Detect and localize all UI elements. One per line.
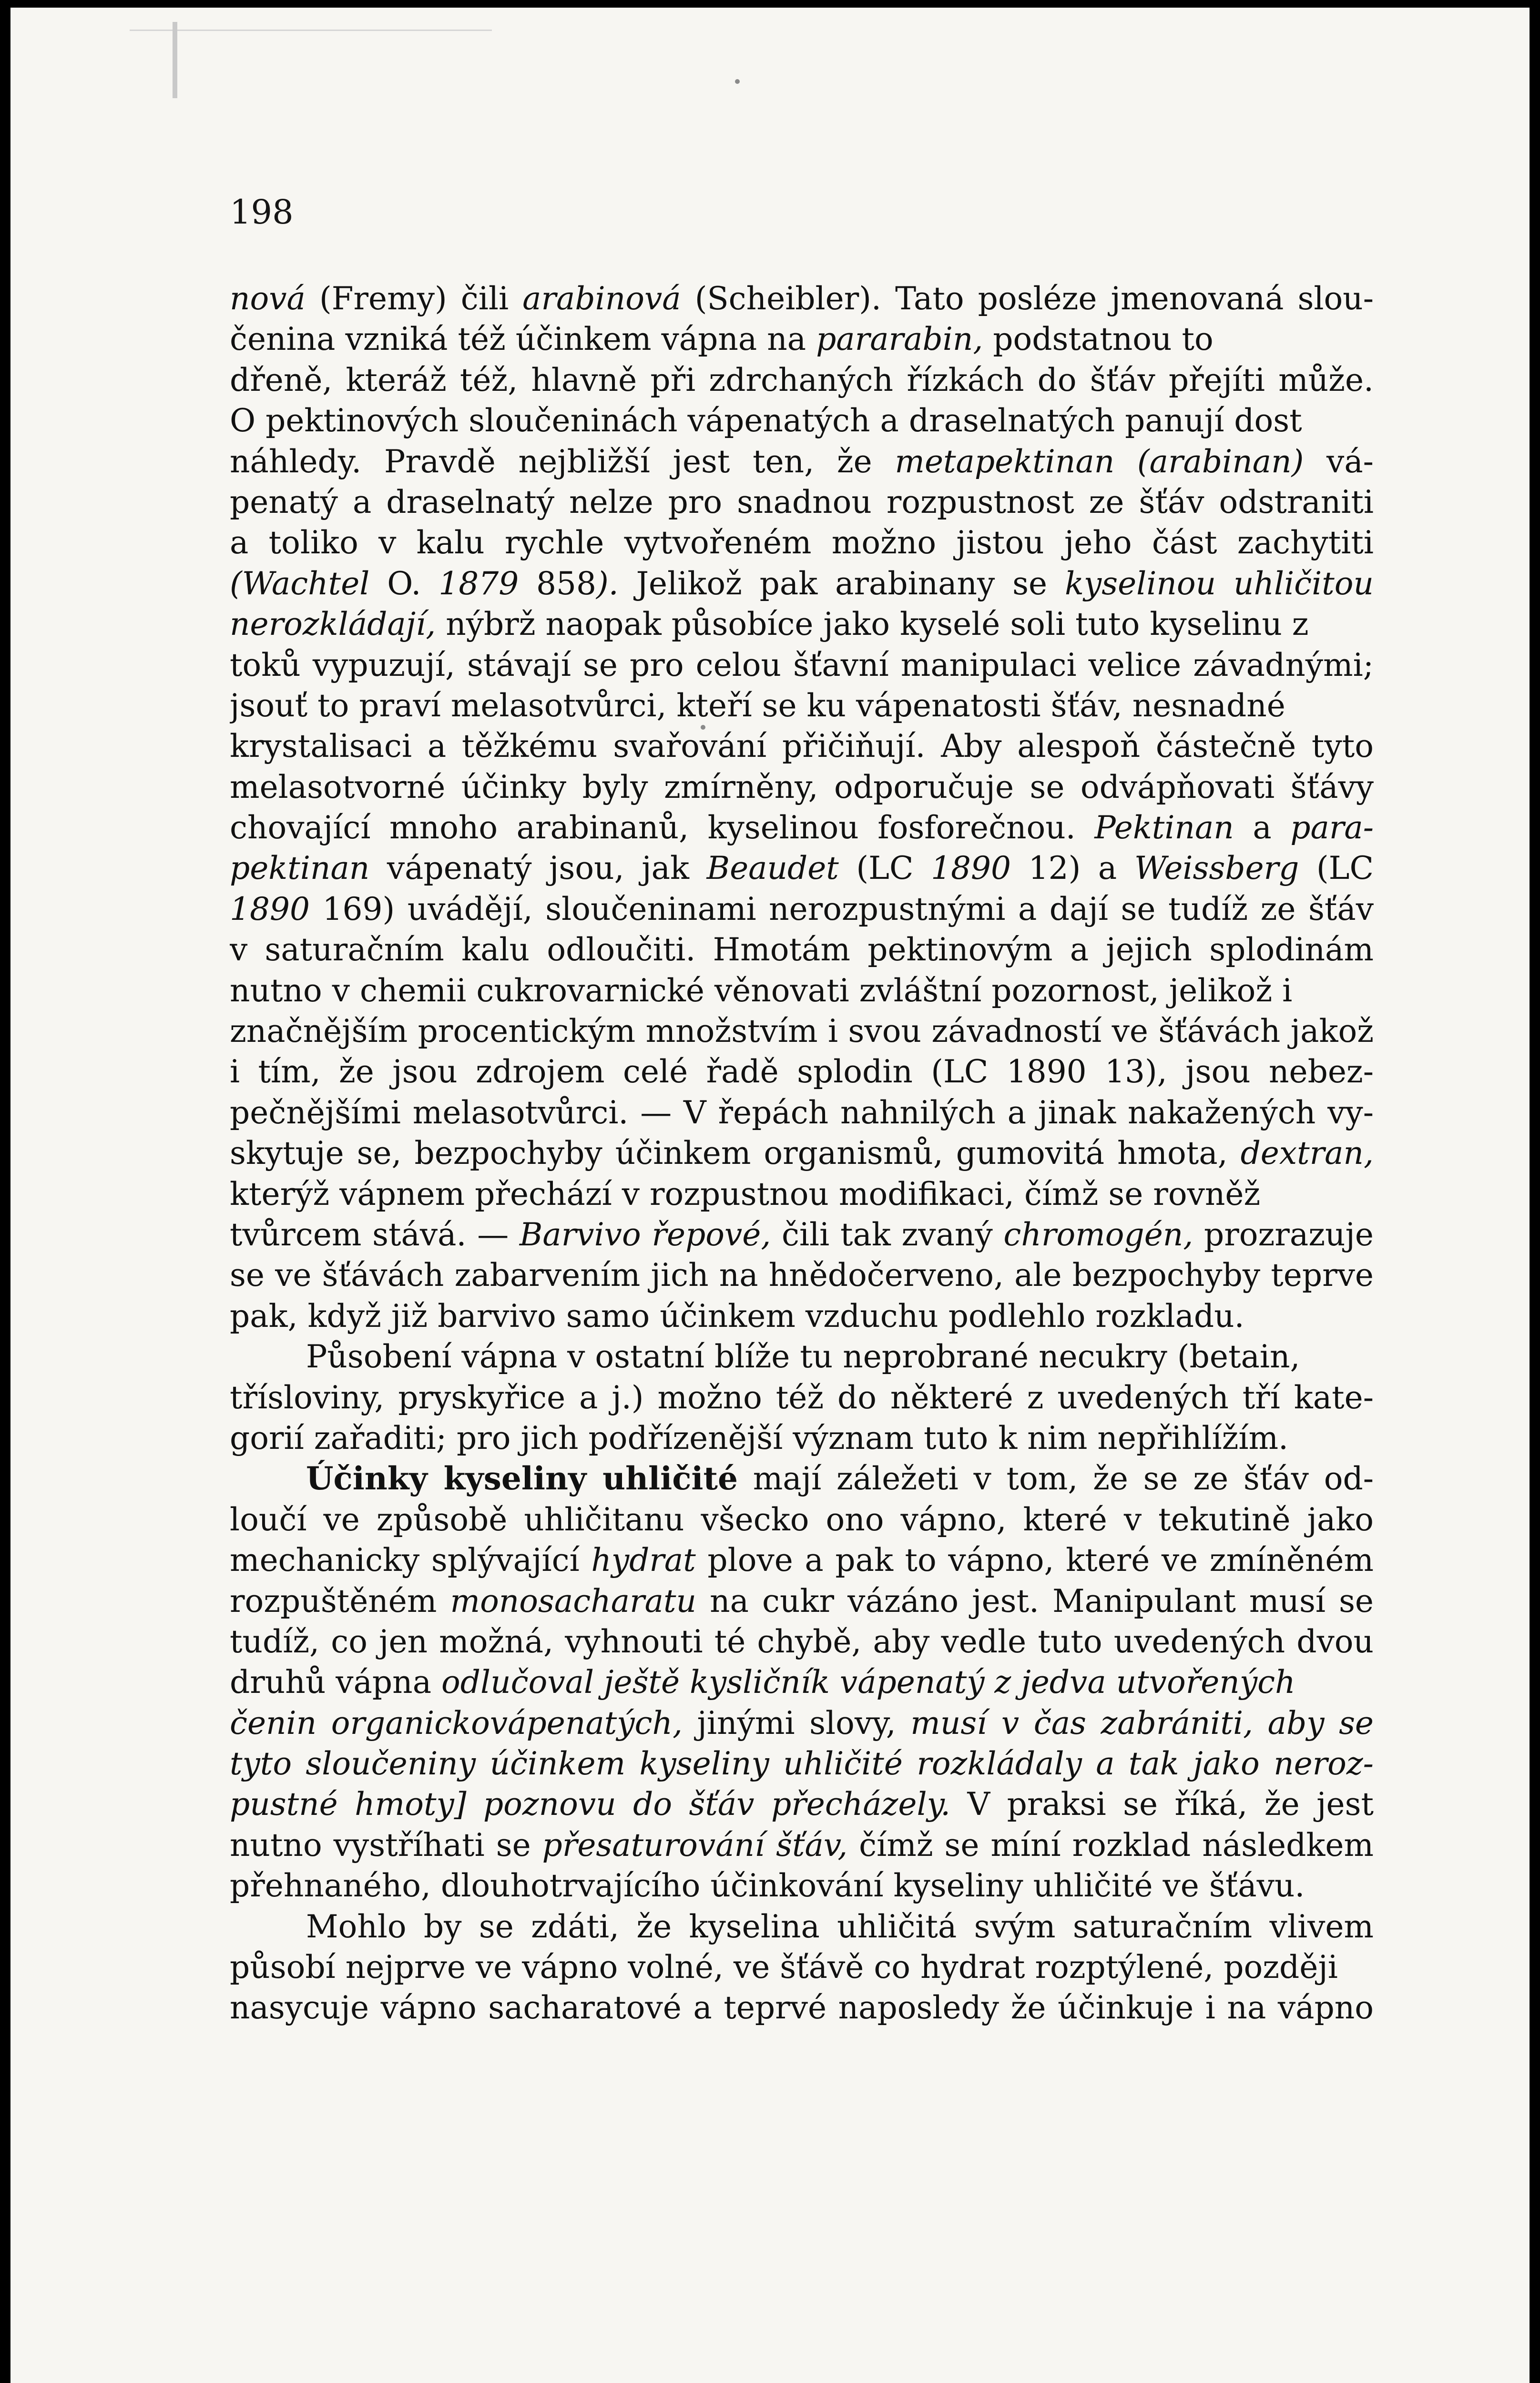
text-line [230, 848, 1374, 888]
text-segment: a toliko v kalu rychle vytvořeném možno jistou jeho část zachytiti [230, 524, 1374, 561]
text-line [230, 929, 1374, 970]
text-line [230, 685, 1374, 726]
italic-text: Beaudet [706, 850, 839, 887]
italic-text: nerozkládají, [230, 606, 436, 643]
italic-text: metapektinan (arabinan) [895, 443, 1304, 480]
text-segment: melasotvorné účinky byly zmírněny, odporučuje se odvápňovati šťávy [230, 768, 1374, 805]
scan-speck [735, 79, 740, 84]
text-segment: vá- [1304, 443, 1374, 480]
bold-text: Účinky kyseliny uhličité [306, 1460, 738, 1497]
text-line [230, 1092, 1374, 1133]
text-line [230, 1133, 1374, 1173]
italic-text: 1879 [439, 565, 519, 602]
text-line [230, 1662, 1374, 1702]
text-segment: gorií zařaditi; pro jich podřízenější význam tuto k nim nepřihlížím. [230, 1419, 1289, 1456]
text-line [230, 441, 1374, 482]
italic-text: 1890 [931, 850, 1011, 887]
italic-text: (Wachtel [230, 565, 370, 602]
text-line [230, 1174, 1374, 1214]
text-segment: skytuje se, bezpochyby účinkem organismů, gumovitá hmota, [230, 1135, 1241, 1172]
italic-text: Barvivo řepové, [519, 1216, 771, 1253]
text-line [230, 726, 1374, 766]
italic-text: čenin organickovápenatých, [230, 1704, 683, 1741]
text-segment: O pektinových sloučeninách vápenatých a draselnatých panují dost [230, 402, 1302, 439]
text-line [230, 1906, 1374, 1947]
text-line [230, 1255, 1374, 1295]
italic-text: 1890 [230, 890, 310, 927]
text-segment: jsouť to praví melasotvůrci, kteří se ku vápenatosti šťáv, nesnadné [230, 687, 1285, 724]
text-segment: toků vypuzují, stávají se pro celou šťavní manipulaci velice závadnými; [230, 646, 1374, 683]
text-segment: na cukr vázáno jest. Manipulant musí se [696, 1582, 1374, 1619]
italic-text: monosacharatu [450, 1582, 697, 1619]
italic-text: odlučoval ještě kysličník vápenatý z jedva utvořených [441, 1664, 1295, 1701]
text-line [230, 1458, 1374, 1499]
text-line [230, 482, 1374, 522]
body-text [230, 278, 1374, 2028]
italic-text: kyselinou uhličitou [1064, 565, 1374, 602]
text-line [230, 1296, 1374, 1336]
text-line [230, 563, 1374, 604]
text-segment: V praksi se říká, že jest [950, 1786, 1374, 1823]
text-line [230, 1581, 1374, 1621]
text-line [230, 1621, 1374, 1662]
italic-text: Pektinan [1094, 809, 1234, 846]
italic-text: ). [596, 565, 619, 602]
text-segment: nasycuje vápno sacharatové a teprvé naposledy že účinkuje i na vápno [230, 1989, 1374, 2027]
italic-text: musí v čas zabrániti, aby se [910, 1704, 1374, 1741]
italic-text: para- [1290, 809, 1374, 846]
text-segment: se ve šťávách zabarvením jich na hnědočerveno, ale bezpochyby teprve [230, 1257, 1374, 1294]
italic-text: pustné hmoty] poznovu do šťáv přecházely. [230, 1786, 951, 1823]
text-line [230, 1743, 1374, 1784]
text-segment: jinými slovy, [682, 1704, 911, 1741]
text-segment: 169) uvádějí, sloučeninami nerozpustnými a dají se tudíž ze šťáv [309, 890, 1374, 927]
italic-text: Weissberg [1134, 850, 1299, 887]
text-line [230, 1947, 1374, 1987]
page-number: 198 [230, 193, 294, 232]
text-segment: mají záležeti v tom, že se ze šťáv od- [737, 1460, 1374, 1497]
text-segment: čenina vzniká též účinkem vápna na [230, 321, 816, 358]
text-line [230, 1784, 1374, 1824]
text-segment: loučí ve způsobě uhličitanu všecko ono vápno, které v tekutině jako [230, 1501, 1374, 1538]
text-segment: Mohlo by se zdáti, že kyselina uhličitá svým saturačním vlivem [306, 1908, 1374, 1945]
scan-edge-mark [173, 22, 177, 98]
text-line [230, 1825, 1374, 1865]
italic-text: dextran, [1240, 1135, 1374, 1172]
text-line [230, 360, 1374, 400]
text-line [230, 604, 1374, 644]
text-line [230, 1703, 1374, 1743]
text-line [230, 1987, 1374, 2028]
text-segment: krystalisaci a těžkému svařování přičiňují. Aby alespoň částečně tyto [230, 728, 1374, 765]
text-segment: (LC [838, 850, 931, 887]
text-segment: chovající mnoho arabinanů, kyselinou fosforečnou. [230, 809, 1095, 846]
text-segment: penatý a draselnatý nelze pro snadnou rozpustnost ze šťáv odstraniti [230, 483, 1374, 520]
text-segment: (Scheibler). Tato posléze jmenovaná slou- [681, 280, 1374, 317]
text-line [230, 1051, 1374, 1092]
text-segment: (LC [1299, 850, 1374, 887]
text-segment: i tím, že jsou zdrojem celé řadě splodin (LC 1890 13), jsou nebez- [230, 1053, 1374, 1090]
italic-text: nová [230, 280, 306, 317]
text-segment: náhledy. Pravdě nejbližší jest ten, že [230, 443, 895, 480]
text-segment: plove a pak to vápno, které ve zmíněném [695, 1542, 1374, 1579]
text-segment: pečnějšími melasotvůrci. — V řepách nahnilých a jinak nakažených vy- [230, 1094, 1374, 1131]
italic-text: chromogén, [1003, 1216, 1193, 1253]
text-segment: nutno v chemii cukrovarnické věnovati zvláštní pozornost, jelikož i [230, 972, 1293, 1009]
text-segment: (Fremy) čili [305, 280, 523, 317]
text-segment: tudíž, co jen možná, vyhnouti té chybě, aby vedle tuto uvedených dvou [230, 1623, 1374, 1660]
text-segment: vápenatý jsou, jak [369, 850, 707, 887]
text-segment: čímž se míní rozklad následkem [847, 1826, 1374, 1864]
text-segment: 12) a [1011, 850, 1134, 887]
text-line [230, 522, 1374, 563]
text-line [230, 278, 1374, 319]
text-segment: Jelikož pak arabinany se [618, 565, 1065, 602]
text-segment: čili tak zvaný [771, 1216, 1004, 1253]
text-segment: prozrazuje [1193, 1216, 1374, 1253]
text-segment: druhů vápna [230, 1664, 442, 1701]
text-line [230, 807, 1374, 848]
text-segment: mechanicky splývající [230, 1542, 592, 1579]
text-line [230, 1214, 1374, 1255]
text-segment: tvůrcem stává. — [230, 1216, 520, 1253]
text-line [230, 1499, 1374, 1540]
text-line [230, 400, 1374, 441]
text-line [230, 889, 1374, 929]
text-segment: 858 [519, 565, 597, 602]
text-segment: pak, když již barvivo samo účinkem vzduchu podlehlo rozkladu. [230, 1297, 1244, 1334]
text-line [230, 319, 1374, 359]
text-line [230, 1540, 1374, 1580]
text-segment: a [1234, 809, 1291, 846]
text-segment: dřeně, kteráž též, hlavně při zdrchaných řízkách do šťáv přejíti může. [230, 361, 1374, 398]
book-page [10, 8, 1530, 2383]
text-line [230, 1865, 1374, 1906]
italic-text: arabinová [522, 280, 681, 317]
text-line [230, 1418, 1374, 1458]
scan-edge-mark [130, 30, 492, 31]
italic-text: přesaturování šťáv, [542, 1826, 848, 1864]
text-segment: třísloviny, pryskyřice a j.) možno též do některé z uvedených tří kate- [230, 1379, 1374, 1416]
text-segment: Působení vápna v ostatní blíže tu neprobrané necukry (betain, [306, 1338, 1300, 1375]
italic-text: tyto sloučeniny účinkem kyseliny uhličité rozkládaly a tak jako neroz- [230, 1745, 1374, 1782]
text-line [230, 767, 1374, 807]
text-line [230, 1336, 1374, 1377]
text-segment: v saturačním kalu odloučiti. Hmotám pektinovým a jejich splodinám [230, 931, 1374, 968]
text-line [230, 1377, 1374, 1418]
text-line [230, 1011, 1374, 1051]
italic-text: pektinan [230, 850, 370, 887]
text-line [230, 970, 1374, 1011]
text-segment: nýbrž naopak působíce jako kyselé soli tuto kyselinu z [446, 606, 1309, 643]
text-segment: nutno vystříhati se [230, 1826, 542, 1864]
text-segment: přehnaného, dlouhotrvajícího účinkování kyseliny uhličité ve šťávu. [230, 1867, 1305, 1904]
italic-text: pararabin, [816, 321, 983, 358]
text-line [230, 645, 1374, 685]
text-segment: podstatnou to [993, 321, 1214, 358]
text-segment: značnějším procentickým množstvím i svou závadností ve šťávách jakož [230, 1013, 1374, 1050]
text-segment: O. [369, 565, 439, 602]
text-segment: rozpuštěném [230, 1582, 450, 1619]
text-segment: působí nejprve ve vápno volné, ve šťávě co hydrat rozptýlené, později [230, 1949, 1338, 1986]
italic-text: hydrat [591, 1542, 696, 1579]
text-segment: kterýž vápnem přechází v rozpustnou modifikaci, čímž se rovněž [230, 1175, 1261, 1212]
